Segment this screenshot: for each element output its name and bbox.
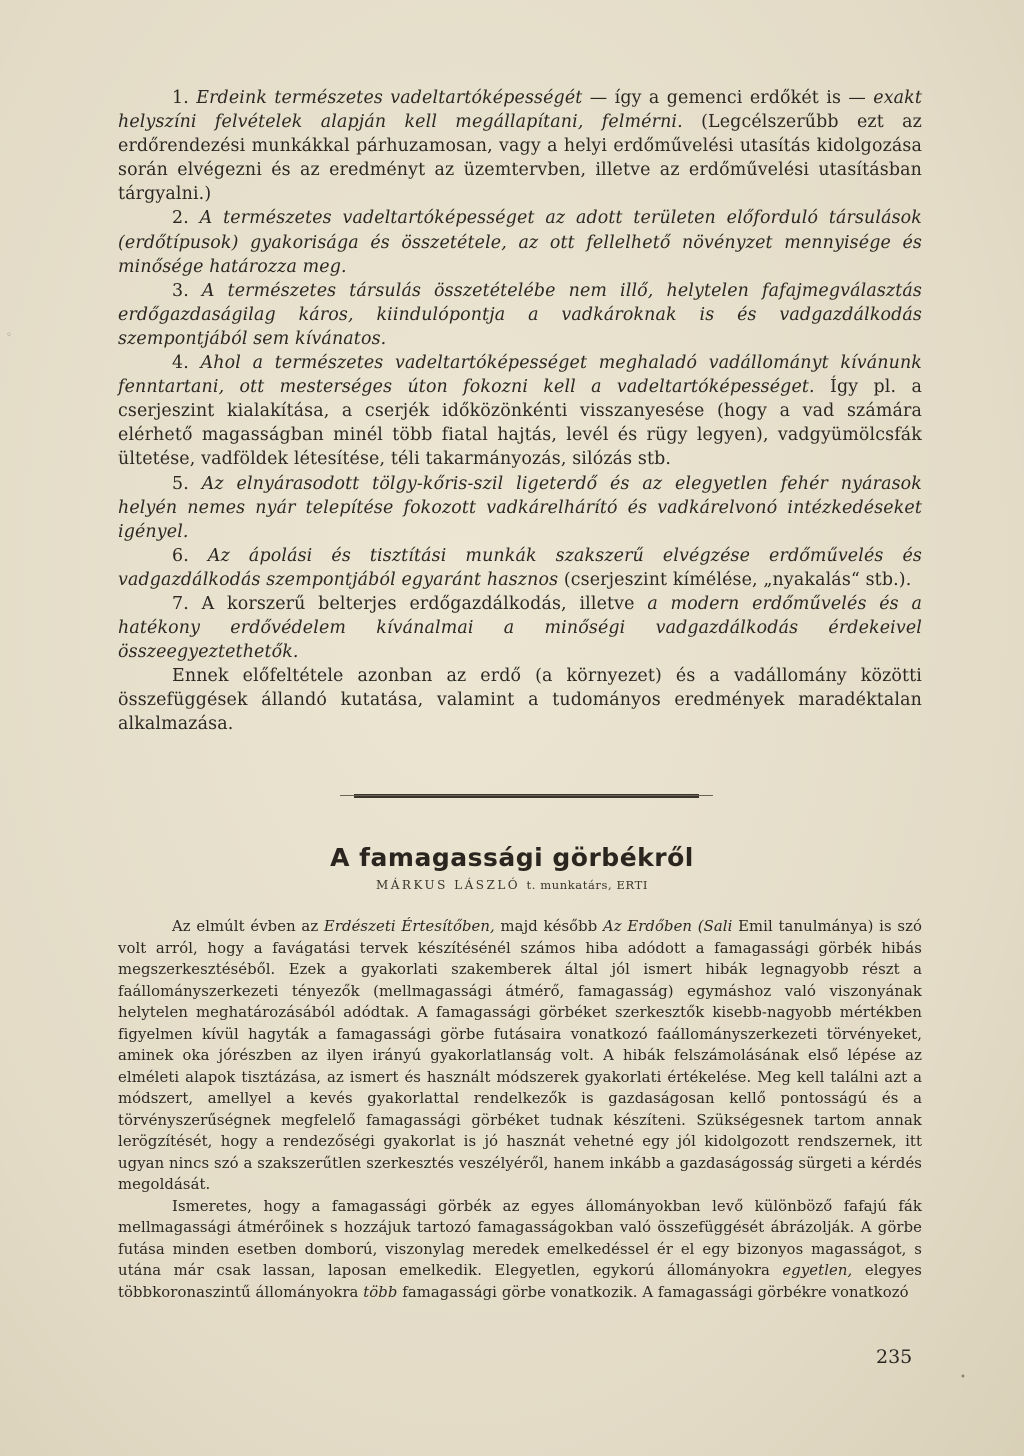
article-author-line — [0, 878, 1024, 892]
article-title: A famagassági görbékről — [330, 843, 694, 872]
article-paragraph-2: Ismeretes, hogy a famagassági görbék az egyes állományokban levő különböző fafajú fák mellmagassági átmérőinek s hozzájuk tartozó famagasságokban való összefüggését ábrázolják. A görbe futása minden esetben domború, viszonylag meredek emelkedéssel ér el egy bizonyos magasságot, s utána már csak lassan, laposan emelkedik. Elegyetlen, egykorú állományokra egyetlen, elegyes többkoronaszintű állományokra több famagassági görbe vonatkozik. A famagassági görbékre vonatkozó — [118, 1197, 922, 1301]
paragraph-8: Ennek előfeltétele azonban az erdő (a környezet) és a vadállomány közötti összefüggések állandó kutatása, valamint a tudományos eredmények maradéktalan alkalmazása. — [118, 666, 922, 735]
paragraph-3: 3. A természetes társulás összetételébe nem illő, helytelen fafajmegválasztás erdőgazdaságilag káros, kiindulópontja a vadkároknak is és vadgazdálkodás szempontjából sem kívánatos. — [118, 280, 922, 349]
paragraph-4: 4. Ahol a természetes vadeltartóképességet meghaladó vadállományt kívánunk fenntartani, ott mesterséges úton fokozni kell a vadeltartóképességet. Így pl. a cserjeszint kialakítása, a cserjék időközönkénti visszanyesése (hogy a vad számára elérhető magasságban minél több fiatal hajtás, levél és rügy legyen), vadgyümölcsfák ültetése, vadföldek létesítése, téli takarmányozás, silózás stb. — [118, 353, 922, 470]
author-affiliation: t. munkatárs, ERTI — [526, 878, 649, 892]
article-body — [118, 916, 922, 1303]
paragraph-7: 7. A korszerű belterjes erdőgazdálkodás, illetve a modern erdőművelés és a hatékony erdővédelem kívánalmai a minőségi vadgazdálkodás érdekeivel összeegyeztethetők. — [118, 593, 922, 663]
paragraph-1: 1. Erdeink természetes vadeltartóképességét — így a gemenci erdőkét is — exakt helyszíni felvételek alapján kell megállapítani, felmérni. (Legcélszerűbb ezt az erdőrendezési munkákkal párhuzamosan, vagy a helyi erdőművelési utasítás kidolgozása során elvégezni és az eredményt az üzemtervben, illetve az erdőművelési utasításban tárgyalni.) — [118, 88, 922, 205]
paragraph-2: 2. A természetes vadeltartóképességet az adott területen előforduló társulások (erdőtípusok) gyakorisága és összetétele, az ott fellelhető növényzet mennyisége és minősége határozza meg. — [118, 208, 922, 277]
page-number: 235 — [876, 1346, 913, 1368]
upper-text-block — [118, 86, 922, 737]
paragraph-6: 6. Az ápolási és tisztítási munkák szakszerű elvégzése erdőművelés és vadgazdálkodás szempontjából egyaránt hasznos (cserjeszint kímélése, „nyakalás“ stb.). — [118, 545, 922, 590]
article-paragraph-1: Az elmúlt évben az Erdészeti Értesítőben, majd később Az Erdőben (Sali Emil tanulmánya) is szó volt arról, hogy a favágatási tervek készítésénél számos hiba adódott a famagassági görbék hibás megszerkesztéséből. Ezek a gyakorlati szakemberek által jól ismert hibák legnagyobb részt a faállományszerkezeti tényezők (mellmagassági átmérő, famagasság) egymáshoz való viszonyának helytelen meghatározásából adódtak. A famagassági görbéket szerkesztők kisebb-nagyobb mértékben figyelmen kívül hagyták a famagassági görbe futásaira vonatkozó faállományszerkezeti törvényeket, aminek oka jórészben az ilyen irányú gyakorlatlanság volt. A hibák felszámolásának első lépése az elméleti alapok tisztázása, az ismert és használt módszerek gyakorlati értékelése. Meg kell találni azt a módszert, amellyel a kevés gyakorlattal rendelkezők is gazdaságosan kellő pontosságú és a törvényszerűségnek megfelelő famagassági görbéket tudnak készíteni. Szükségesnek tartom annak lerögzítését, hogy a rendezőségi gyakorlat is jó hasznát vehetné egy jól kidolgozott rendszernek, itt ugyan nincs szó a szakszerűtlen szerkesztés veszélyéről, hanem inkább a gazdaságosság sürgeti a kérdés megoldását. — [118, 918, 922, 1193]
margin-speck: • — [960, 1372, 966, 1383]
margin-speck: ◦ — [6, 330, 12, 341]
paragraph-5: 5. Az elnyárasodott tölgy-kőris-szil ligeterdő és az elegyetlen fehér nyárasok helyén nemes nyár telepítése fokozott vadkárelhárító és vadkárelvonó intézkedéseket igényel. — [118, 473, 922, 542]
author-name: MÁRKUS LÁSZLÓ — [375, 878, 521, 892]
section-divider-rule — [354, 794, 699, 798]
